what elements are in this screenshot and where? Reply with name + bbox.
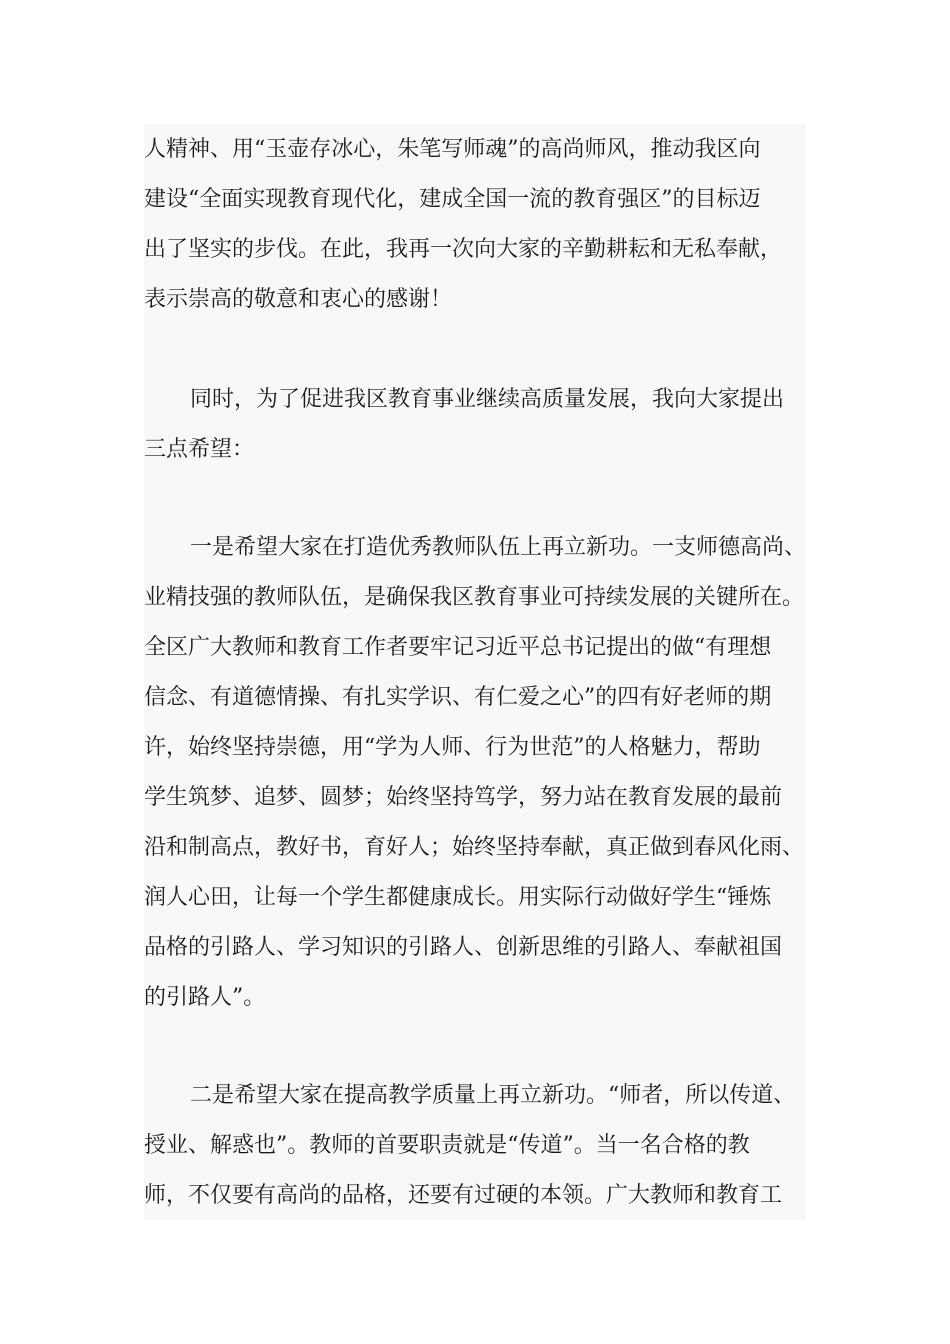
paragraph-line: 信念、有道德情操、有扎实学识、有仁爱之心”的四有好老师的期 [144, 685, 772, 710]
paragraph-line: 建设“全面实现教育现代化，建成全国一流的教育强区”的目标迈 [144, 187, 761, 212]
paragraph-line: 师，不仅要有高尚的品格，还要有过硬的本领。广大教师和教育工 [144, 1183, 783, 1208]
paragraph-line: 授业、解惑也”。教师的首要职责就是“传道”。当一名合格的教 [144, 1133, 750, 1158]
paragraph-line: 出了坚实的步伐。在此，我再一次向大家的辛勤耕耘和无私奉献， [144, 237, 783, 262]
paragraph-line: 学生筑梦、追梦、圆梦；始终坚持笃学，努力站在教育发展的最前 [144, 785, 783, 810]
paragraph-line: 的引路人”。 [144, 985, 266, 1010]
paragraph-line: 一是希望大家在打造优秀教师队伍上再立新功。一支师德高尚、 [190, 535, 807, 560]
paragraph-line: 三点希望： [144, 437, 255, 462]
paragraph-line: 表示崇高的敬意和衷心的感谢！ [144, 287, 453, 312]
paragraph-line: 全区广大教师和教育工作者要牢记习近平总书记提出的做“有理想 [144, 635, 772, 660]
paragraph-line: 润人心田，让每一个学生都健康成长。用实际行动做好学生“锤炼 [144, 885, 772, 910]
paragraph-line: 品格的引路人、学习知识的引路人、创新思维的引路人、奉献祖国 [144, 935, 783, 960]
paragraph-line: 同时，为了促进我区教育事业继续高质量发展，我向大家提出 [190, 387, 785, 412]
paragraph-line: 沿和制高点，教好书，育好人；始终坚持奉献，真正做到春风化雨、 [144, 835, 805, 860]
paragraph-line: 许，始终坚持崇德，用“学为人师、行为世范”的人格魅力，帮助 [144, 735, 761, 760]
paragraph-line: 二是希望大家在提高教学质量上再立新功。“师者，所以传道、 [190, 1083, 796, 1108]
paragraph-line: 人精神、用“玉壶存冰心，朱笔写师魂”的高尚师风，推动我区向 [144, 137, 761, 162]
paragraph-line: 业精技强的教师队伍，是确保我区教育事业可持续发展的关键所在。 [144, 585, 805, 610]
